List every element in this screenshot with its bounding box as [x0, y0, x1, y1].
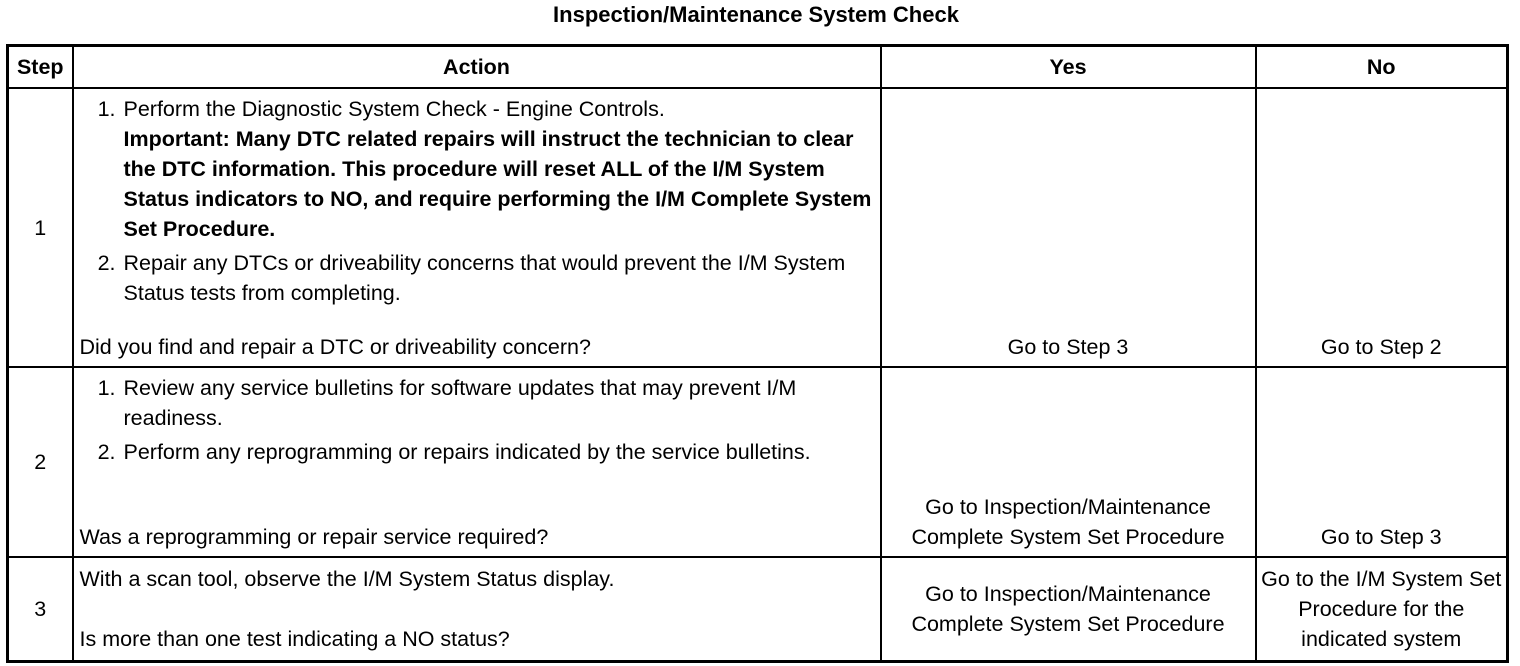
table-row — [8, 88, 1508, 367]
list-item-number: 1. — [97, 376, 116, 400]
diagnostic-table — [6, 44, 1509, 663]
action-list — [80, 373, 874, 467]
column-header-step: Step — [8, 46, 73, 89]
no-result: Go to the I/M System Set Procedure for the indicated system — [1256, 557, 1508, 661]
list-item-number: 2. — [97, 440, 116, 464]
step-number: 3 — [8, 557, 73, 661]
yes-result: Go to Inspection/Maintenance Complete System Set Procedure — [881, 557, 1256, 661]
important-note: Important: Many DTC related repairs will instruct the technician to clear the DTC information. This procedure will reset ALL of the I/M System Status indicators to NO, and require performing the I/M Complete System Set Procedure. — [123, 127, 872, 241]
question-text: Was a reprogramming or repair service required? — [79, 525, 549, 549]
yes-result: Go to Step 3 — [881, 88, 1256, 367]
no-result: Go to Step 2 — [1256, 88, 1508, 367]
action-cell — [73, 557, 881, 661]
list-item — [80, 248, 874, 308]
table-row — [8, 557, 1508, 661]
list-item-text: Perform any reprogramming or repairs indicated by the service bulletins. — [123, 440, 811, 464]
question-text: Is more than one test indicating a NO status? — [79, 627, 510, 652]
column-header-no: No — [1256, 46, 1508, 89]
list-item — [80, 437, 874, 467]
column-header-action: Action — [73, 46, 881, 89]
list-item-text: Review any service bulletins for software updates that may prevent I/M readiness. — [123, 376, 797, 430]
list-item-text: Perform the Diagnostic System Check - Engine Controls. — [123, 97, 665, 121]
header-row — [8, 46, 1508, 89]
list-item — [80, 94, 874, 244]
action-cell — [73, 88, 881, 367]
table-row — [8, 367, 1508, 557]
action-cell — [73, 367, 881, 557]
list-item — [80, 373, 874, 433]
step-number: 1 — [8, 88, 73, 367]
list-item-number: 1. — [97, 97, 116, 121]
no-result: Go to Step 3 — [1256, 367, 1508, 557]
step-number: 2 — [8, 367, 73, 557]
list-item-text: Repair any DTCs or driveability concerns that would prevent the I/M System Status tests from completing. — [123, 251, 846, 305]
page-title: Inspection/Maintenance System Check — [553, 2, 959, 27]
instruction-text: With a scan tool, observe the I/M System Status display. — [79, 567, 615, 592]
column-header-yes: Yes — [881, 46, 1256, 89]
list-item-number: 2. — [97, 251, 116, 275]
action-list — [80, 94, 874, 308]
question-text: Did you find and repair a DTC or driveability concern? — [79, 335, 591, 359]
yes-result: Go to Inspection/Maintenance Complete System Set Procedure — [881, 367, 1256, 557]
